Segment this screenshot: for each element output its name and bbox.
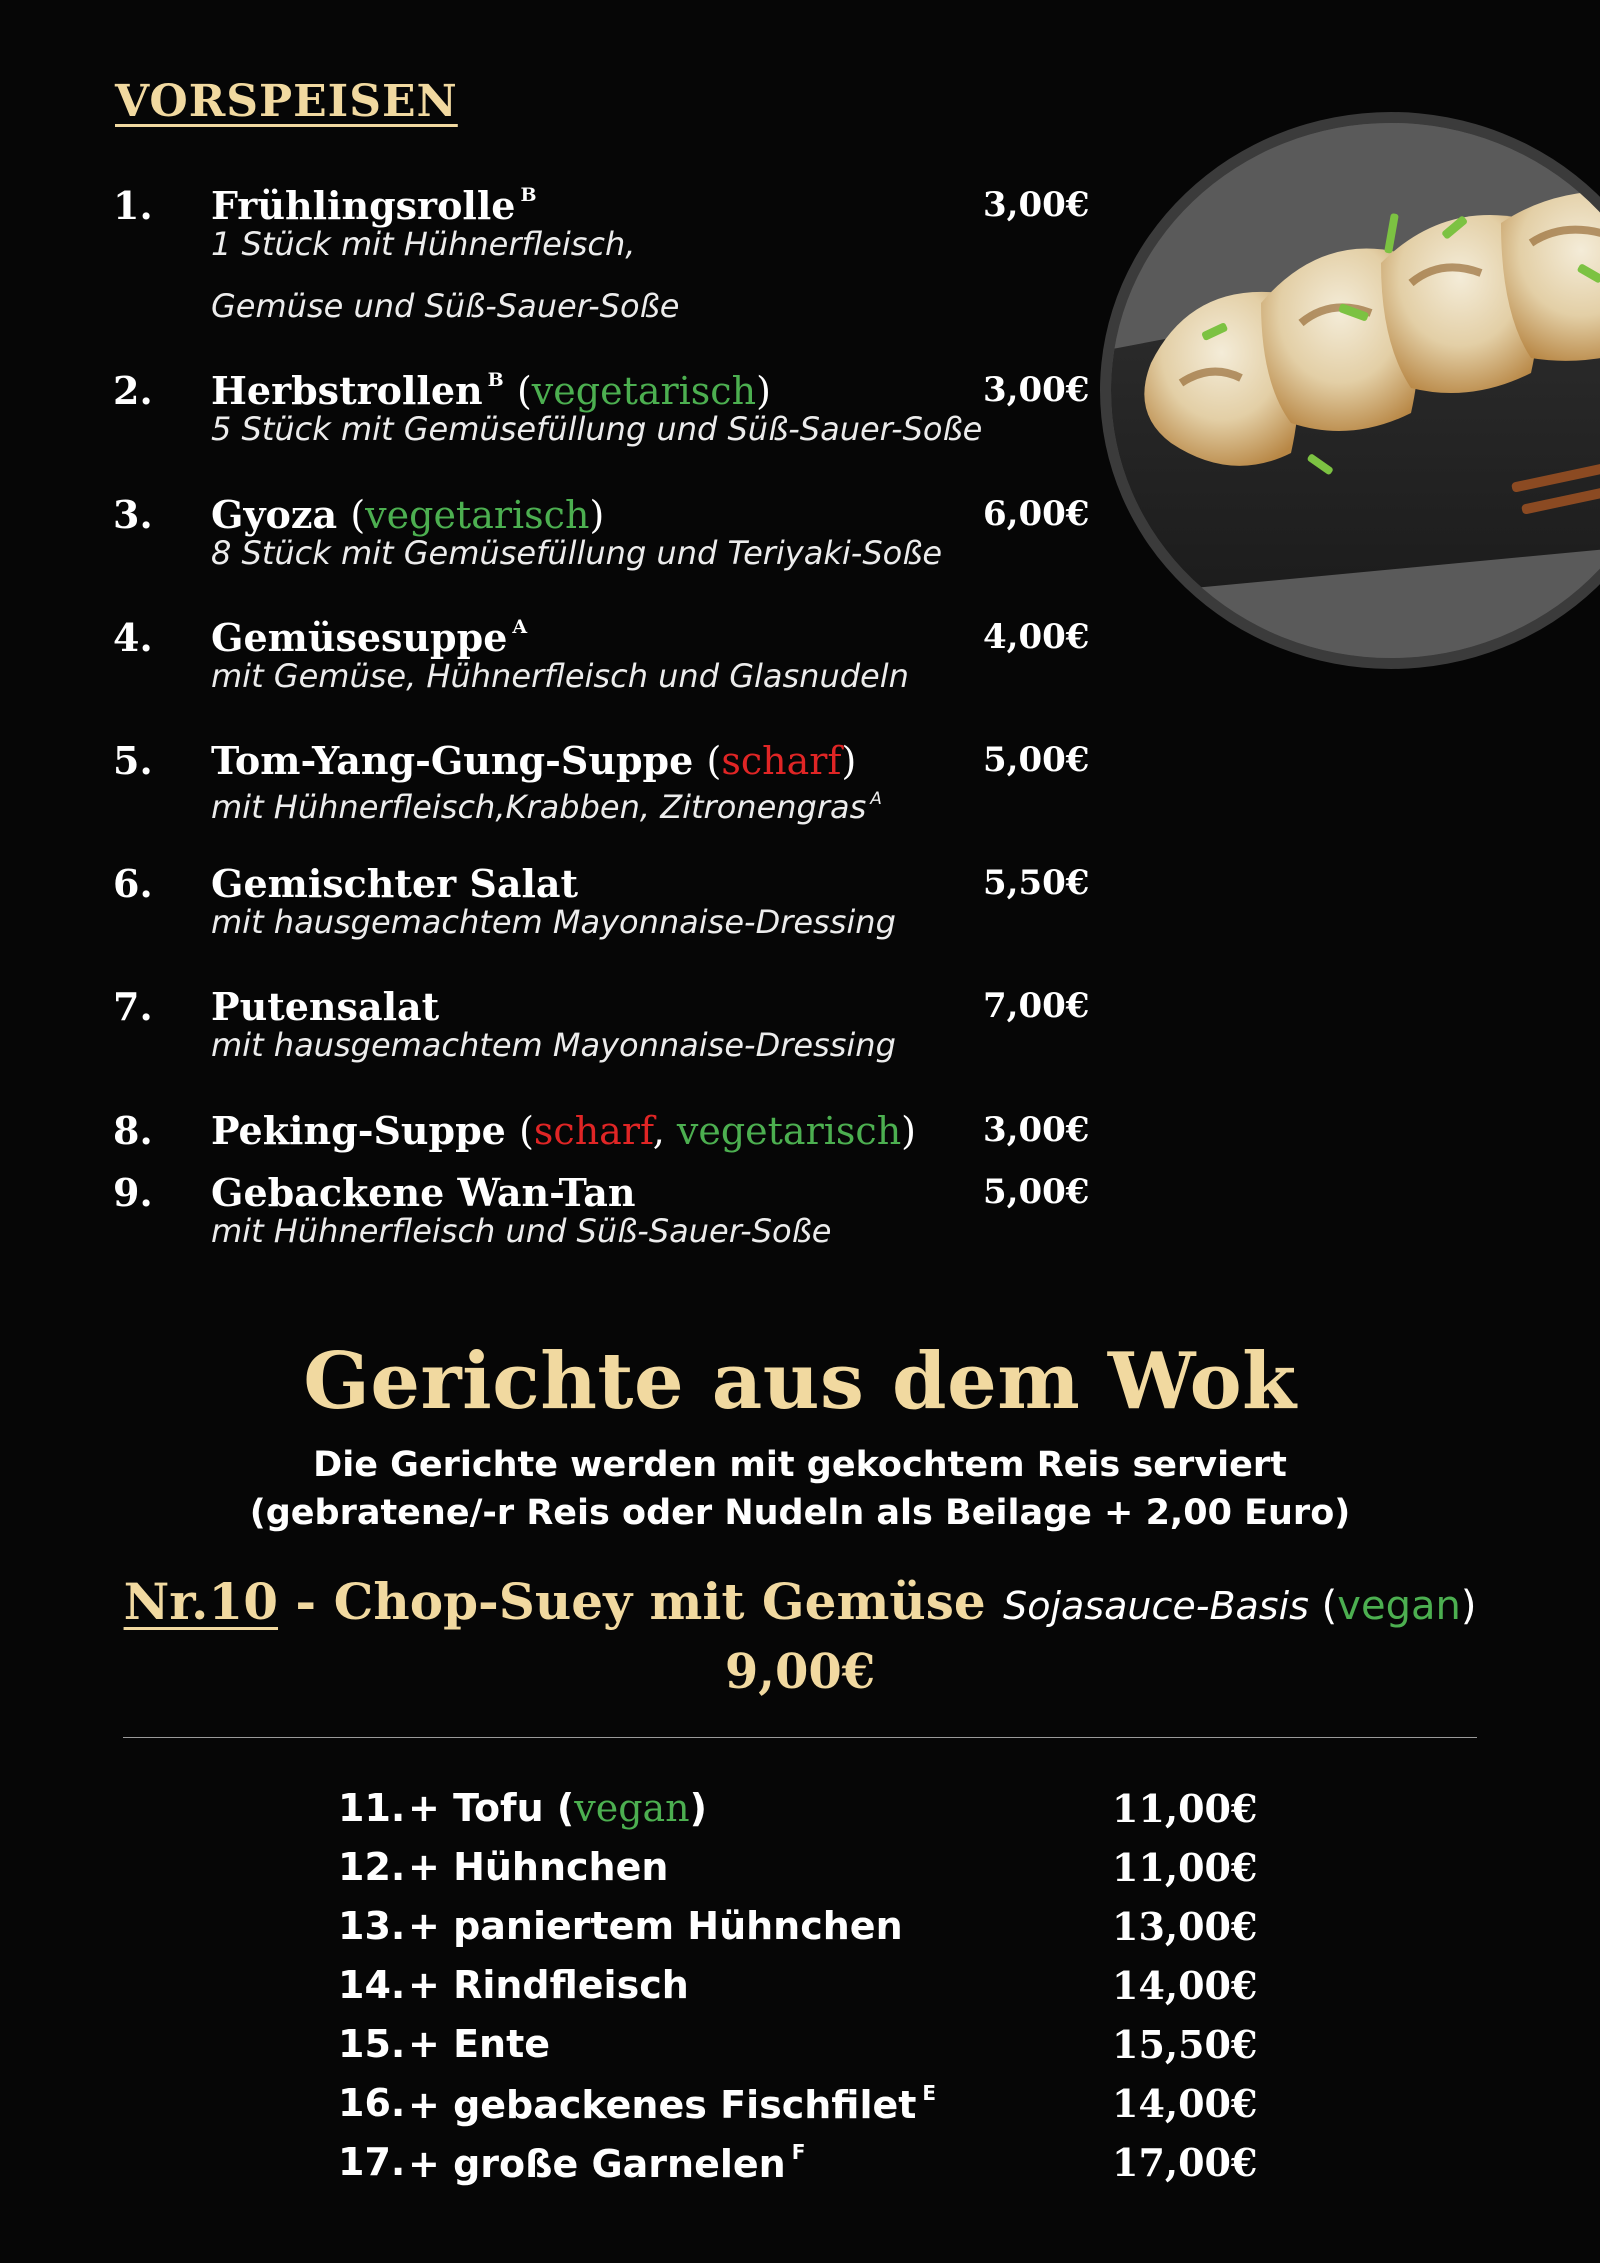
- item-number: 4.: [113, 615, 153, 660]
- nr10-name: - Chop-Suey mit Gemüse: [278, 1572, 1004, 1631]
- description-text: mit Gemüse, Hühnerfleisch und Glasnudeln: [211, 657, 909, 695]
- item-price: 14,00€: [1112, 2081, 1258, 2126]
- item-price: 7,00€: [983, 986, 1090, 1026]
- wok-subtitle-rice: Die Gerichte werden mit gekochtem Reis serviert: [313, 1445, 1287, 1485]
- item-name-text: Herbstrollen: [211, 368, 483, 413]
- item-name: [408, 1963, 689, 2007]
- allergen-mark: A: [512, 616, 528, 638]
- section-title-wok: Gerichte aus dem Wok: [303, 1336, 1297, 1427]
- nr10-paren-close: ): [1460, 1583, 1477, 1629]
- item-name-text: Gemischter Salat: [211, 861, 579, 906]
- wok-item: [0, 1963, 1600, 2019]
- item-number: 12.: [338, 1845, 406, 1889]
- item-name-text: + große Garnelen: [408, 2142, 786, 2186]
- wok-item: [0, 1904, 1600, 1960]
- diet-tag: vegetarisch: [365, 493, 590, 537]
- tag-paren-close: ): [841, 739, 857, 783]
- diet-tag: scharf: [533, 1109, 653, 1153]
- diet-tag: vegetarisch: [531, 369, 757, 413]
- item-number: 14.: [338, 1963, 406, 2007]
- item-price: 6,00€: [983, 494, 1090, 534]
- item-price: 3,00€: [983, 370, 1090, 410]
- item-name: [408, 1904, 903, 1948]
- item-number: 16.: [338, 2081, 406, 2125]
- item-name-text: Putensalat: [211, 984, 440, 1029]
- item-number: 6.: [113, 861, 153, 906]
- section-title-vorspeisen: VORSPEISEN: [115, 76, 458, 127]
- dumplings-icon: [1111, 123, 1600, 658]
- nr10-price: 9,00€: [724, 1644, 876, 1700]
- item-name: [408, 1786, 707, 1830]
- wok-subtitle-side: (gebratene/-r Reis oder Nudeln als Beilage + 2,00 Euro): [249, 1493, 1351, 1533]
- item-price: 15,50€: [1112, 2022, 1258, 2067]
- item-description: [211, 398, 982, 460]
- item-name: [408, 2022, 550, 2066]
- item-name-text: Gemüsesuppe: [211, 615, 508, 660]
- tag-paren-close: ): [901, 1109, 916, 1153]
- description-text: Gemüse und Süß-Sauer-Soße: [211, 287, 680, 325]
- item-name-text: + Ente: [408, 2022, 551, 2066]
- diet-tag: scharf: [721, 739, 842, 783]
- item-price: 3,00€: [983, 185, 1090, 225]
- item-number: 13.: [338, 1904, 406, 1948]
- description-text: mit hausgemachtem Mayonnaise-Dressing: [211, 903, 896, 941]
- item-number: 1.: [113, 183, 153, 228]
- item-name-text: Tom-Yang-Gung-Suppe: [211, 738, 694, 783]
- wok-item: [0, 2081, 1600, 2137]
- item-name-text: + Hühnchen: [408, 1845, 669, 1889]
- description-text: mit Hühnerfleisch und Süß-Sauer-Soße: [211, 1212, 832, 1250]
- item-number: 9.: [113, 1170, 153, 1215]
- wok-item: [0, 2140, 1600, 2196]
- item-number: 5.: [113, 738, 153, 783]
- item-name-text: + gebackenes Fischfilet: [408, 2083, 917, 2127]
- wok-item: [0, 1845, 1600, 1901]
- nr10-basis: Sojasauce-Basis: [1003, 1584, 1309, 1628]
- divider: [123, 1737, 1477, 1738]
- item-price: 14,00€: [1112, 1963, 1258, 2008]
- item-name: [408, 2140, 805, 2186]
- tag-paren-close: ): [756, 369, 771, 413]
- item-name: [211, 1108, 916, 1153]
- item-price: 3,00€: [983, 1110, 1090, 1150]
- description-text: mit hausgemachtem Mayonnaise-Dressing: [211, 1026, 896, 1064]
- item-name-text: + Rindfleisch: [408, 1963, 689, 2007]
- item-description: [211, 522, 942, 584]
- nr10-paren-open: (: [1308, 1583, 1338, 1629]
- item-price: 5,50€: [983, 863, 1090, 903]
- item-name-text: + Tofu: [408, 1786, 544, 1830]
- item-name-text: Peking-Suppe: [211, 1108, 506, 1153]
- tag-paren-open: (: [706, 739, 722, 783]
- item-description: [211, 891, 896, 953]
- tag-paren-close: ): [589, 493, 605, 537]
- item-description: [211, 1200, 831, 1262]
- diet-tag: vegetarisch: [676, 1109, 902, 1153]
- item-price: 17,00€: [1112, 2140, 1258, 2185]
- tag-separator: ,: [652, 1109, 677, 1153]
- item-description: [211, 1014, 896, 1076]
- item-price: 5,00€: [983, 1172, 1090, 1212]
- item-price: 11,00€: [1112, 1845, 1258, 1890]
- item-name-text: + paniertem Hühnchen: [408, 1904, 903, 1948]
- allergen-mark: A: [870, 789, 882, 809]
- item-price: 4,00€: [983, 617, 1090, 657]
- item-number: 7.: [113, 984, 153, 1029]
- item-price: 13,00€: [1112, 1904, 1258, 1949]
- item-price: 5,00€: [983, 740, 1090, 780]
- nr10-line: [0, 1572, 1600, 1631]
- nr10-label: Nr.10: [123, 1572, 279, 1631]
- item-number: 17.: [338, 2140, 406, 2184]
- item-number: 2.: [113, 368, 153, 413]
- item-price: 11,00€: [1112, 1786, 1258, 1831]
- tag-paren-open: (: [516, 369, 532, 413]
- item-name-text: Gebackene Wan-Tan: [211, 1170, 636, 1215]
- nr10-vegan-tag: vegan: [1337, 1583, 1461, 1629]
- tag-paren-open: (: [519, 1109, 534, 1153]
- item-name-text: Gyoza: [211, 492, 338, 537]
- description-text: mit Hühnerfleisch,Krabben, Zitronengras: [211, 788, 867, 826]
- description-text: 8 Stück mit Gemüsefüllung und Teriyaki-Soße: [211, 534, 943, 572]
- wok-item: [0, 2022, 1600, 2078]
- tag-paren-open: (: [350, 493, 366, 537]
- item-name-text: Frühlingsrolle: [211, 183, 516, 228]
- item-number: 15.: [338, 2022, 406, 2066]
- diet-tag: vegan: [574, 1786, 690, 1830]
- dumplings-photo: [1100, 112, 1600, 669]
- item-number: 3.: [113, 492, 153, 537]
- description-text: 1 Stück mit Hühnerfleisch,: [211, 225, 636, 263]
- tag-paren-open: (: [543, 1786, 575, 1830]
- tag-paren-close: ): [689, 1786, 708, 1830]
- item-description: [211, 275, 679, 337]
- item-description: [211, 213, 635, 275]
- description-text: 5 Stück mit Gemüsefüllung und Süß-Sauer-Soße: [211, 410, 983, 448]
- allergen-mark: F: [791, 2140, 806, 2164]
- item-name: [408, 2081, 936, 2127]
- item-number: 8.: [113, 1108, 153, 1153]
- item-name: [408, 1845, 668, 1889]
- item-number: 11.: [338, 1786, 406, 1830]
- item-description: [211, 645, 909, 707]
- wok-item: [0, 1786, 1600, 1842]
- allergen-mark: E: [922, 2081, 937, 2105]
- item-description: [211, 768, 882, 838]
- allergen-mark: B: [487, 369, 504, 391]
- allergen-mark: B: [520, 184, 537, 206]
